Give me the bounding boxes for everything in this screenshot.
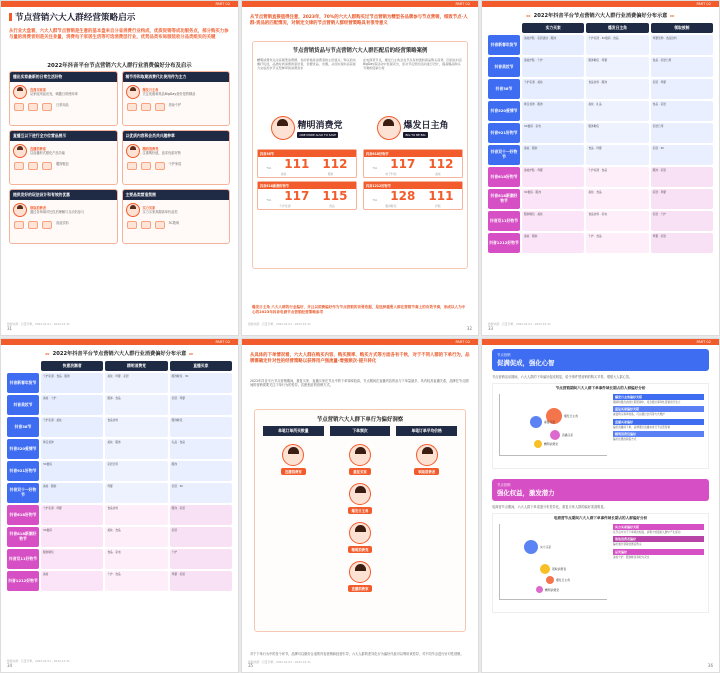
lead-text: 从具体的下单情况看，六大人群在购买内容、购买频率、购买方式等方面各有千秋，对于不同人群的下单行为，品牌需确定针对性的经营策略以获得用户强流量·增强频次·提升转化 [250, 353, 470, 364]
persona-avatar-icon [13, 85, 27, 99]
matrix-cell: 3C数码 · 家电 [522, 123, 584, 143]
product-icon [155, 103, 165, 111]
tgi-card: 抖音818新潮好物节 TGI 117 115 个护家清 食品 [257, 181, 357, 210]
persona-avatar-icon [126, 203, 140, 217]
matrix-row [7, 549, 232, 569]
matrix-cell: 美妆护肤 · 个护 [522, 57, 584, 77]
festival-label: 抖音美妆节 [488, 57, 520, 77]
festival-label: 抖音双十一好物节 [7, 483, 39, 503]
matrix-cell: 母婴 [105, 483, 167, 503]
matrix-cell: 家居 · 3C [651, 145, 713, 165]
matrix-cell: 家居 · 母婴 [651, 79, 713, 99]
festival-label: 抖音美妆节 [7, 395, 39, 415]
note-text: 偏好优惠的销售方式 [613, 437, 637, 441]
matrix-cell: 母婴 · 家居 [651, 233, 713, 253]
matrix-cell: 食品饮料 [105, 505, 167, 525]
matrix-cell: 美妆 · 食品 [105, 527, 167, 547]
matrix-cell: 家居 · 3C [170, 483, 232, 503]
column-header: 精明消费党 [105, 361, 167, 371]
bubble-label: 重复买家 [544, 420, 556, 424]
column-header: 快意浪潮者 [41, 361, 103, 371]
festival-label: 抖音520爱情节 [488, 101, 520, 121]
top-strip: PART 02 [482, 1, 719, 7]
persona-avatar-icon [349, 522, 371, 544]
page-title: ▸▸ 2022年抖音平台节点营销六大人群行业消费偏好分布示意 ▸▸ [1, 350, 238, 357]
matrix-cell: 个护家清 · 美妆 [522, 79, 584, 99]
festival-label: 抖音618好物节 [7, 505, 39, 525]
matrix-cell: 美妆 · 食品 [586, 189, 648, 209]
product-icon [14, 162, 24, 170]
product-icon [14, 103, 24, 111]
bubble-label: 实力买家 [540, 545, 552, 549]
matrix-cell: 礼品 · 食品 [170, 439, 232, 459]
column-header: 实力买家 [522, 23, 584, 33]
matrix-cell: 家居 · 母婴 [170, 395, 232, 415]
strategy-card: 提供发好的玩法设计和有效的优惠 领取消费者 通过各场域对比性后理解与互动后参与 食品饮料 [9, 189, 118, 244]
matrix-cell: 服饰鞋包 [170, 417, 232, 437]
strategy-grid [9, 71, 230, 244]
top-strip: PART 02 [1, 1, 238, 7]
section-title: 2022年抖音平台节点营销六大人群行业消费偏好分布及启示 [47, 63, 192, 69]
matrix-cell: 美妆 · 礼品 [586, 101, 648, 121]
top-strip: PART 02 [482, 339, 719, 345]
matrix-cell: 食品饮料 · 服饰 [586, 79, 648, 99]
matrix-cell: 家居日用 [651, 123, 713, 143]
persona-avatar-icon [377, 116, 401, 140]
festival-label: 抖音818新潮好物节 [488, 189, 520, 209]
festival-label: 抖音38节 [7, 417, 39, 437]
matrix-cell: 美妆 [41, 571, 103, 591]
matrix-row [7, 505, 232, 525]
matrix-cell: 服饰鞋包 [41, 549, 103, 569]
matrix-row [7, 417, 232, 437]
behavior-column: 下单频次 重复买家 爆发日主角 精明消费党 直播消费家 [330, 426, 391, 592]
matrix-cell: 母婴 · 家居 [170, 571, 232, 591]
product-icon [127, 162, 137, 170]
matrix-cell: 家居 [170, 527, 232, 547]
matrix-cell: 食品 · 母婴 [586, 145, 648, 165]
chart-bubble [546, 576, 554, 584]
product-icon [42, 162, 52, 170]
page-number: 36 [707, 663, 713, 668]
chart-plot-area [499, 394, 607, 456]
bubble-label: 精明消费党 [544, 442, 558, 446]
festival-label: 抖音618好物节 [488, 167, 520, 187]
matrix-cell: 个护家清 · 美妆 [41, 417, 103, 437]
page-number: 34 [7, 663, 13, 668]
page-31 [0, 0, 239, 336]
persona-avatar-icon [13, 203, 27, 217]
matrix-row [488, 101, 713, 121]
matrix-cell: 美妆 · 个护 [41, 395, 103, 415]
note-text: 重复购买频率较高，可以通过会员等方式维护 [613, 413, 665, 417]
product-icon [42, 221, 52, 229]
strategy-card: 稀节符和取期消费代比使用件为主力 爆发日主角 关注优惠和具品BigDay爱好是的精品 美妆个护 [122, 71, 231, 126]
matrix-cell: 美妆 · 服饰 [41, 483, 103, 503]
tgi-card: 抖音38节 TGI 111 112 美妆 服饰 [257, 149, 357, 178]
product-icon [127, 103, 137, 111]
matrix-cell: 家居 · 母婴 [651, 189, 713, 209]
matrix-row [7, 571, 232, 591]
note-heading: 品类偏好 [613, 549, 704, 555]
matrix-cell: 服饰鞋包 · 美妆 [522, 211, 584, 231]
chart-bubble [536, 586, 543, 593]
chart-notes [613, 524, 704, 561]
matrix-cell: 美妆 · 服饰 [522, 233, 584, 253]
matrix-cell: 家居日用 [105, 461, 167, 481]
festival-label: 抖音921好物节 [488, 123, 520, 143]
festival-label: 抖音38节 [488, 79, 520, 99]
matrix-cell: 食品 · 家居 [651, 101, 713, 121]
matrix-cell: 个护家清 · 3C数码 · 食品 [586, 35, 648, 55]
persona-avatar-icon [349, 444, 371, 466]
preference-matrix [488, 23, 713, 255]
top-strip: PART 02 [242, 339, 478, 345]
matrix-cell: 美妆 · 母婴 · 家居 [105, 373, 167, 393]
bubble-label: 领取消费者 [552, 567, 566, 571]
bubble-label: 爆发日主角 [564, 414, 578, 418]
product-icon [141, 221, 151, 229]
matrix-cell: 3C数码 · 服饰 [522, 189, 584, 209]
matrix-row [7, 527, 232, 547]
bubble-label: 精明消费党 [545, 587, 559, 592]
matrix-row [488, 79, 713, 99]
note-heading: 精明消费党偏好 [613, 431, 704, 437]
note-text: 期间较强优质的长期营销中，将会通过事件性营销进行发力 [613, 401, 681, 404]
case-box [252, 41, 468, 269]
note-heading: 直播买家偏好 [613, 419, 704, 425]
page-35 [241, 338, 479, 673]
product-icon [42, 103, 52, 111]
chart-plot-area [499, 524, 607, 600]
column-header: 领取被制 [651, 23, 713, 33]
behavior-column: 单笔订单所买数量 直播消费家 [263, 426, 324, 592]
strategy-card: 播出实家最新的日常生活好物 直商买家家 从家庭用品出发，刺激日常使用率 日常用品 [9, 71, 118, 126]
box-title: 节点营销六大人群下单行为偏好洞察 [316, 417, 404, 423]
footnote: 数据来源：巨量引擎，2022.01.01 - 2022.12.31 [7, 658, 70, 663]
product-icon [28, 221, 38, 229]
festival-label: 抖音双十一好物节 [488, 145, 520, 165]
persona-avatar-icon [126, 85, 140, 99]
tgi-card: 抖音1212好物节 TGI 128 111 服饰鞋包 护肤 [363, 181, 463, 210]
matrix-cell: 美妆 · 服饰 [105, 439, 167, 459]
matrix-cell: 珠宝首饰 · 服饰 [522, 101, 584, 121]
product-icon [14, 221, 24, 229]
top-strip: PART 02 [242, 1, 478, 7]
matrix-cell: 服饰 · 家居 [170, 505, 232, 525]
matrix-cell: 食品 · 家电 [105, 549, 167, 569]
strategy-card: 以优质内容和会员共兴趣种草 精明消费党 注重购价值，追求优质好物 个护家清 [122, 130, 231, 185]
body-text: 2022年抖音平台节点营销期间，重复买家、直播买家在节点中的下单频率较高，节点期间在直播内容的参与下单量最多，具有较高直播关系，品牌在节点期间的营销需要关注下单行为的差异，匹配相应的营销方式。 [250, 379, 469, 388]
summary-text: 对于下单行为中的各个环节，品牌可以做好合适的内容营销和经营引导，六大人群的差异化行为偏好代表可以利用该差异，对不同节点进行针对性营销。 [250, 651, 464, 656]
column-header: 直播买家 [170, 361, 232, 371]
section-text: 节点营销活动期间，六大人群的下单偏好促成明显，给予事件型营销的购买节奏，增强大人群心智。 [492, 375, 633, 379]
matrix-row [488, 145, 713, 165]
section-text: 电商营节点期间，六大人群下单渠道分布差异化，重复买家人群的偏好渠道明显。 [492, 505, 607, 509]
behavior-column: 单笔订单平均价格 领取消费者 [396, 426, 457, 592]
page-title: 节点营销六大人群经营策略启示 [9, 11, 135, 23]
matrix-cell: 个护 [170, 549, 232, 569]
product-icon [141, 103, 151, 111]
note-heading: 领取消费者偏好 [613, 536, 704, 542]
note-text: 美妆个护、服饰鞋包等较为突出 [613, 555, 650, 559]
festival-label: 抖音新春年货节 [488, 35, 520, 55]
note-heading: 实力买家偏好关联 [613, 524, 704, 530]
matrix-cell: 服饰 · 食品 [105, 395, 167, 415]
matrix-cell: 服饰 [170, 461, 232, 481]
chart-bubble [540, 564, 550, 574]
bubble-chart: 节点营销期间六大人群下单事件域长期占的人群偏好分析 爆发日主角 重复买家 直播买家 精明消费党 爆发日主角偏好关联 期间较强优质的长期营销中，将会通过事件性营销进行发力 重复买家偏好关联 重复购买频率较高，可以通过会员等方式维护 直播买家偏好 偏好直播间下单，品牌通过直播来进行节点型营销 精明消费党偏好 偏好优惠的销售方式 [492, 383, 709, 469]
page-number: 31 [7, 326, 13, 331]
matrix-cell: 服饰鞋包 · 母婴 [586, 57, 648, 77]
product-icon [155, 221, 165, 229]
strategy-card: 主要品类营造氛围 实力买家 实力买家高端高单价品类 3C数码 [122, 189, 231, 244]
matrix-row [7, 373, 232, 393]
note-text: 偏好通过领取优惠后购买 [613, 543, 642, 547]
product-icon [127, 221, 137, 229]
product-icon [141, 162, 151, 170]
page-33 [481, 0, 720, 336]
lead-text: 从节点营销直接值得注意，2023年，70%的六大人群购买过节点营销为精型各品牌参与节点营销，细致节点·人群·货品的匹配情况，对制定文律的节点营销人群经营策略具有很导意义 [250, 15, 468, 26]
matrix-cell: 服饰鞋包 · 3C [170, 373, 232, 393]
bubble-chart: 电商营节点期间六大人群下单事件域长期占的人群偏好分析 实力买家 领取消费者 爆发日主角 精明消费党 实力买家偏好关联 在节点中对于下单频次较高，消费力较强的人群中产生促动 领取消费者偏好 偏好通过领取优惠后购买 品类偏好 美妆个护、服饰鞋包等较为突出 [492, 513, 709, 613]
matrix-cell: 食品饮料 [105, 417, 167, 437]
product-icon [28, 162, 38, 170]
matrix-row [488, 123, 713, 143]
note-text: 偏好直播间下单，品牌通过直播来进行节点型营销 [613, 425, 671, 429]
footnote: 数据来源：巨量引擎，2022.01.01 - 2022.12.31 [7, 321, 70, 326]
matrix-cell: 个护家清 · 食品 [586, 167, 648, 187]
chart-bubble [534, 440, 542, 448]
persona-avatar-icon [349, 561, 371, 583]
festival-label: 抖音双11好物节 [7, 549, 39, 569]
matrix-cell: 个护家清 · 食品 · 服饰 [41, 373, 103, 393]
matrix-row [7, 461, 232, 481]
matrix-cell: 家居 · 个护 [651, 211, 713, 231]
matrix-row [7, 395, 232, 415]
page-32 [241, 0, 479, 336]
chart-notes [613, 394, 704, 443]
footnote: 数据来源：巨量引擎，2022.01.01 - 2022.12.31 [488, 321, 551, 326]
festival-label: 抖音1212好物节 [488, 233, 520, 253]
matrix-row [488, 189, 713, 209]
matrix-cell: 服饰 · 家居 [651, 167, 713, 187]
chart-bubble [524, 540, 538, 554]
note-heading: 爆发日主角偏好关联 [613, 394, 704, 400]
persona-column: 在电商营节点，爆发日主角会在节点有较强的商品购买趋势，因而在抖音BigDay等活动中表现突出，需对节点型的活动进行设计，提高爆品购买节奏和促销力度 爆发日主角 BIG TO BE BIG 抖音618好物节 TGI 117 112 电子科技 美妆 抖音1212好物节 TGI 128 111 服饰鞋包 护肤 [363, 58, 462, 208]
page-36 [481, 338, 720, 673]
page-number: 33 [488, 326, 494, 331]
lead-text: 从行业大盘看，六大人群节点营销是生意的基本盘来自分省消费行业构成，优质促销等成功服务点，部分购买力参与量的消费者则是关注身量，消费电子家居生活等可选消费层行业，优势品类布局服装收分品类组实的关键 [9, 29, 229, 40]
chart-bubble [530, 416, 542, 428]
product-icon [155, 162, 165, 170]
preference-matrix [7, 361, 232, 593]
strategy-card: 直播互以下进行全方位营品展示 直播消费家 以直播形式强化产品功能 服饰鞋包 [9, 130, 118, 185]
case-title: 节点营销货品与节点营销六大人群匹配后的经营策略案例 [292, 48, 428, 54]
behavior-box [254, 409, 466, 632]
matrix-row [488, 57, 713, 77]
summary-text: 爆发日主角 六大人群的行业偏好，并且以消费偏好作为节点营销的首要依据，是选择重要人群在营销节奏上的有效节奏，形成以人为中心的2023年抖音电商节点营销经营策略参考 [252, 305, 466, 314]
matrix-cell: 服饰鞋包 [586, 123, 648, 143]
page-number: 32 [466, 326, 472, 331]
matrix-row [7, 439, 232, 459]
top-strip: PART 02 [1, 339, 238, 345]
footnote: 数据来源：巨量引擎，2022.01.01 - 2022.12.31 [248, 659, 311, 664]
page-34 [0, 338, 239, 673]
matrix-cell: 食品 · 家居日用 [651, 57, 713, 77]
note-text: 在节点中对于下单频次较高，消费力较强的人群中产生促动 [613, 531, 681, 534]
persona-avatar-icon [416, 444, 438, 466]
matrix-row [488, 35, 713, 55]
festival-label: 抖音双11好物节 [488, 211, 520, 231]
section-header: 节点营销 强化权益，激发潜力 [492, 479, 709, 501]
matrix-cell: 个护 · 食品 [105, 571, 167, 591]
matrix-cell: 3C数码 [41, 527, 103, 547]
matrix-cell: 母婴宠物 · 食品饮料 [651, 35, 713, 55]
footnote: 数据来源：巨量引擎，2022.01.01 - 2022.12.31 [248, 321, 311, 326]
column-header: 爆发日主角 [586, 23, 648, 33]
festival-label: 抖音520爱情节 [7, 439, 39, 459]
tgi-card: 抖音618好物节 TGI 117 112 电子科技 美妆 [363, 149, 463, 178]
persona-avatar-icon [282, 444, 304, 466]
matrix-row [488, 167, 713, 187]
matrix-cell: 3C数码 [41, 461, 103, 481]
persona-column: 精明消费党关注家属型消费群，有的价格是消费者的主价值点；购买的实惠打包选，品类时尚消费的爱好者，需要优品、优惠，从而实现抖音获能力完成需求节点型种草的消费需求 精明消费党 ONE MORE ALSO TO SAVE 抖音38节 TGI 111 112 美妆 服饰 抖音818新潮好物节 TGI 117 115 个护家清 食品 [257, 58, 356, 208]
matrix-cell: 美妆护肤 · 母婴 [522, 167, 584, 187]
page-number: 35 [248, 663, 254, 668]
matrix-cell: 个护 · 食品 [586, 233, 648, 253]
page-title: ▸▸ 2022年抖音平台节点营销六大人群行业消费偏好分布示意 ▸▸ [482, 12, 719, 19]
festival-label: 抖音新春年货节 [7, 373, 39, 393]
persona-avatar-icon [13, 144, 27, 158]
matrix-row [7, 483, 232, 503]
section-header: 节点营销 促满促成，强化心智 [492, 349, 709, 371]
matrix-row [488, 211, 713, 231]
festival-label: 抖音1212好物节 [7, 571, 39, 591]
product-icon [28, 103, 38, 111]
festival-label: 抖音921好物节 [7, 461, 39, 481]
persona-avatar-icon [271, 116, 295, 140]
bubble-label: 直播买家 [562, 433, 574, 437]
matrix-cell: 个护家清 · 母婴 [41, 505, 103, 525]
persona-avatar-icon [349, 483, 371, 505]
festival-label: 抖音818新潮好物节 [7, 527, 39, 547]
matrix-cell: 美妆 · 服饰 [522, 145, 584, 165]
bubble-label: 爆发日主角 [556, 578, 570, 582]
note-heading: 重复买家偏好关联 [613, 406, 704, 412]
chart-bubble [550, 430, 560, 440]
matrix-cell: 食品饮料 · 家电 [586, 211, 648, 231]
matrix-cell: 珠宝首饰 [41, 439, 103, 459]
matrix-cell: 美妆护肤 · 家居清洁 · 服饰 [522, 35, 584, 55]
persona-avatar-icon [126, 144, 140, 158]
matrix-row [488, 233, 713, 253]
